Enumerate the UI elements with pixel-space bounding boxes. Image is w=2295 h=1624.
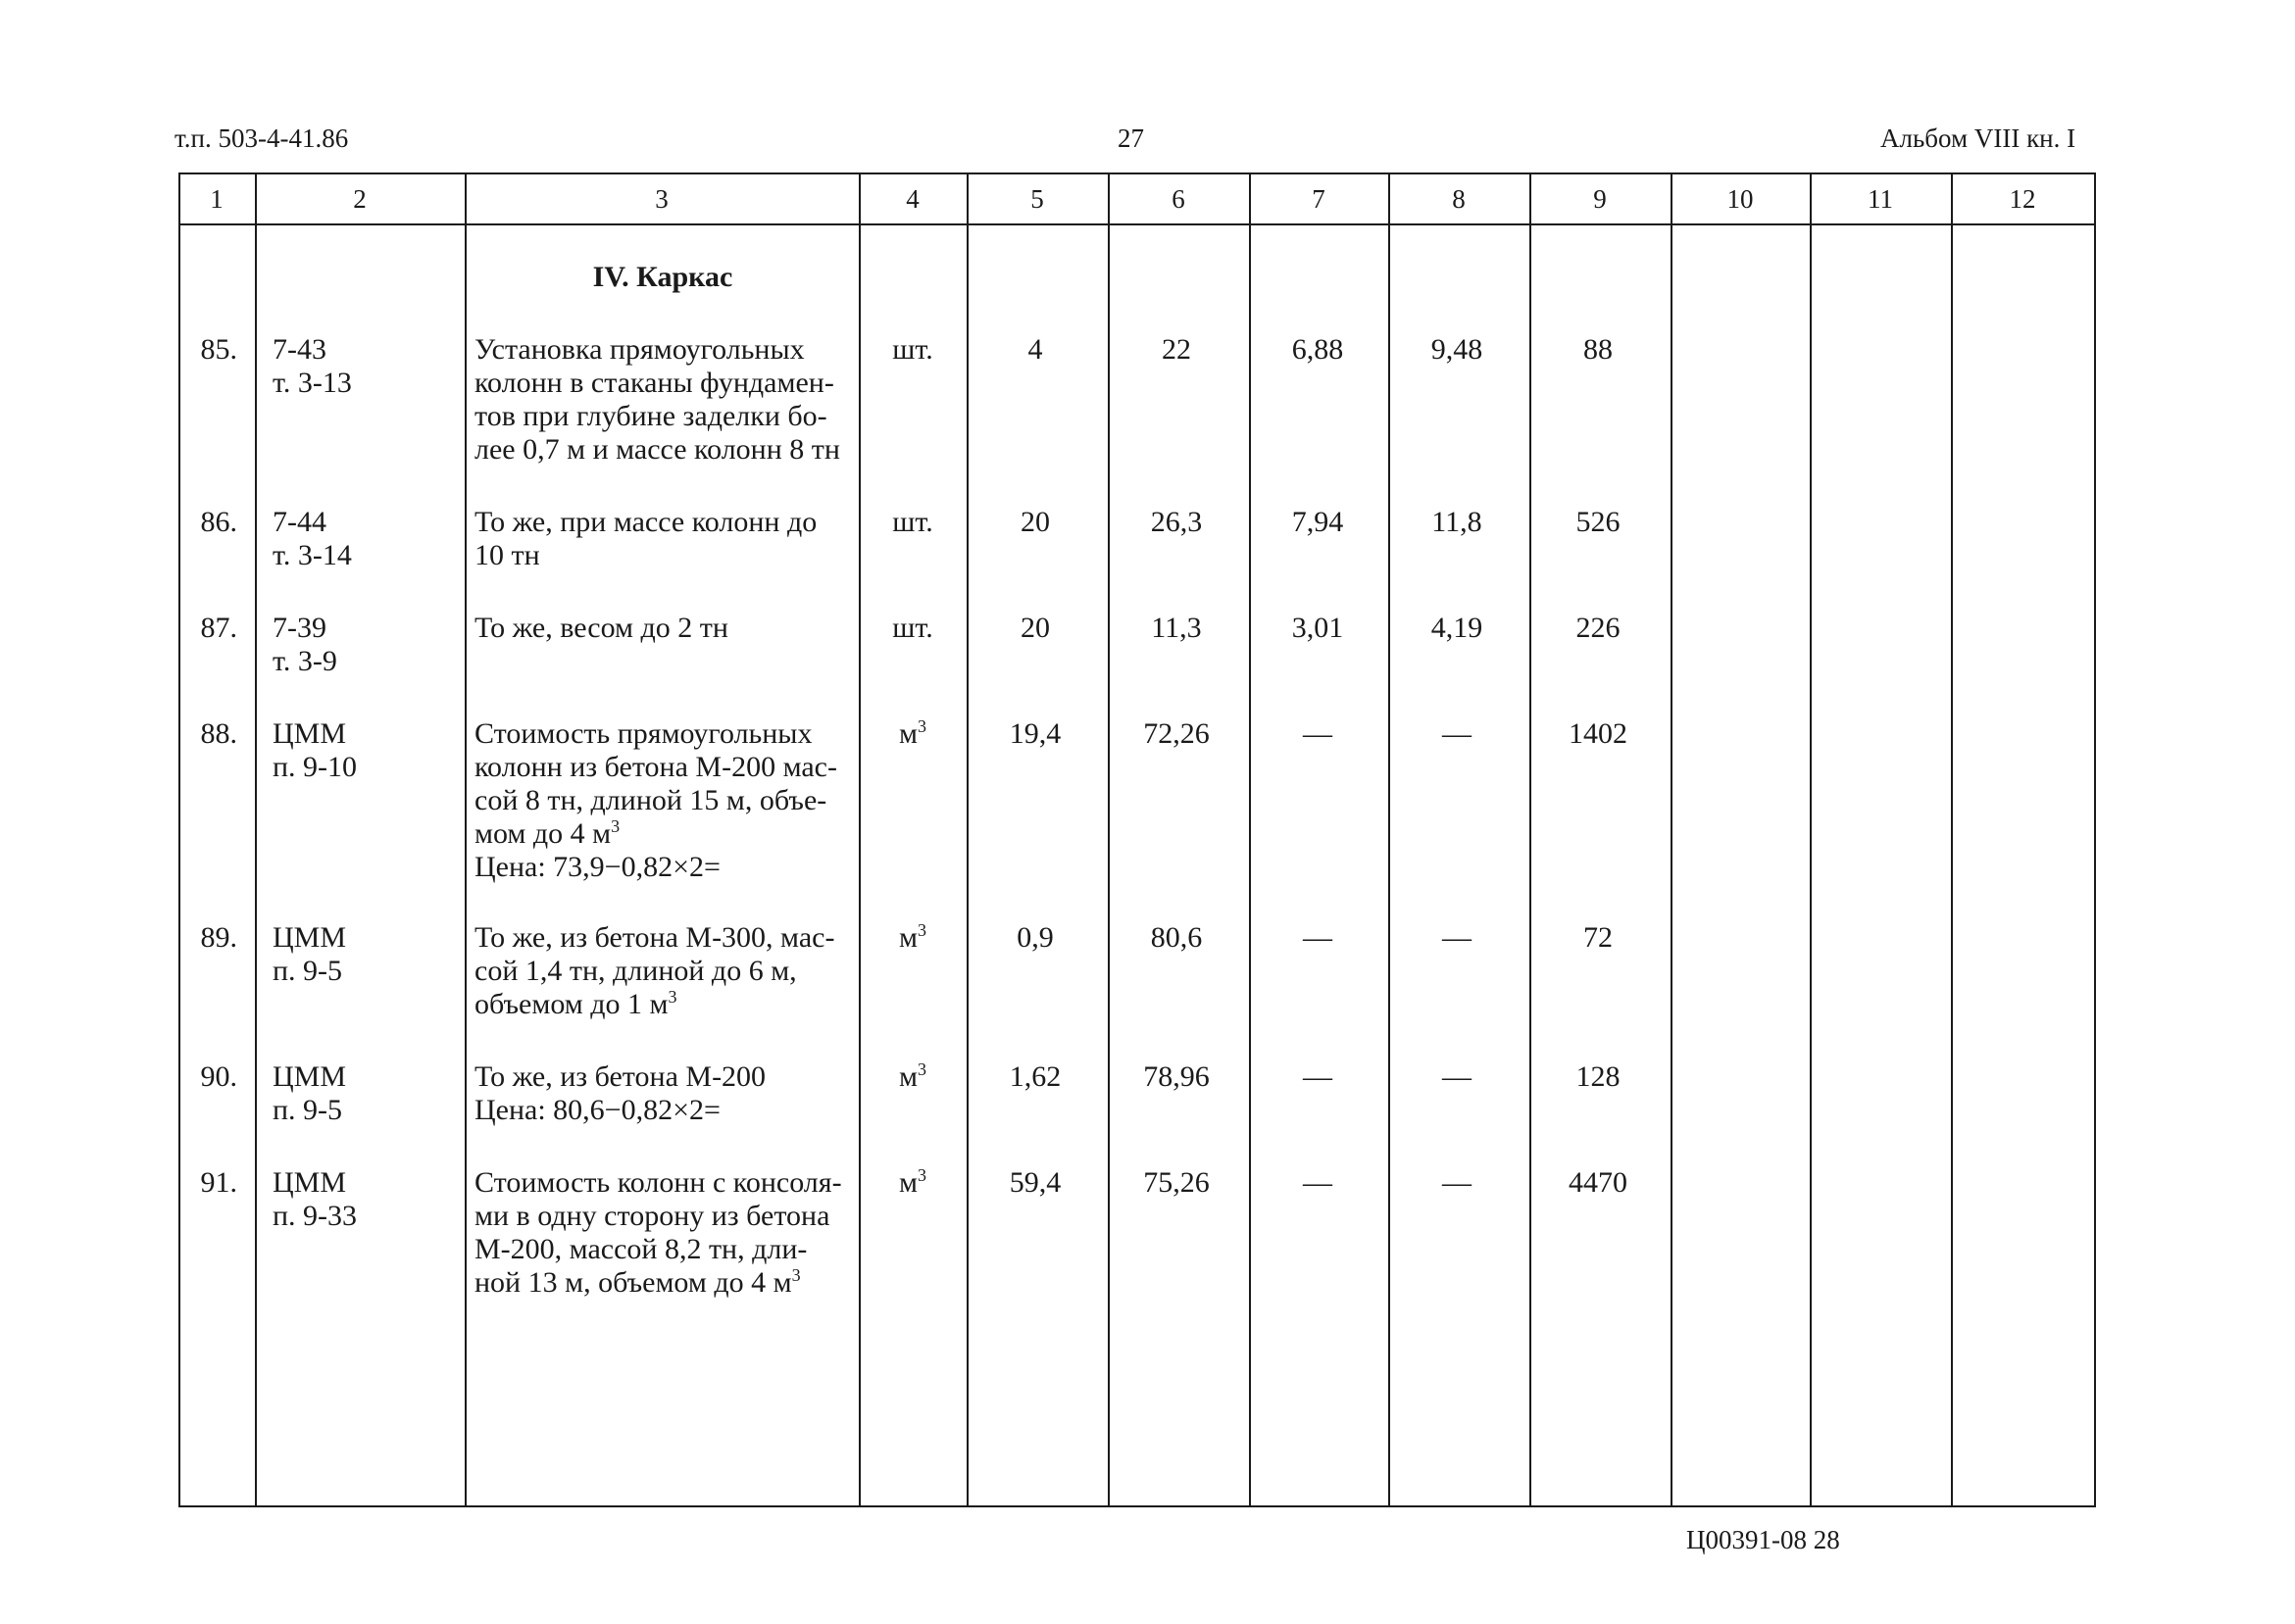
norm-reference-line: ЦММ: [273, 717, 347, 750]
column-header: 11: [1868, 184, 1893, 214]
work-description-line: объемом до 1 $м^3$: [474, 987, 677, 1020]
norm-reference-line: ЦММ: [273, 921, 347, 954]
norm-reference: [273, 506, 459, 572]
table-rule-vertical: [1108, 172, 1110, 1507]
value-col-7: 7,94: [1291, 506, 1344, 538]
work-description: [474, 333, 853, 467]
value-col-7: 3,01: [1291, 612, 1344, 644]
norm-reference: [273, 717, 459, 784]
work-description-line: ми в одну сторону из бетона: [474, 1200, 830, 1232]
work-description-line: ной 13 м, объемом до 4 $м^3$: [474, 1265, 801, 1299]
table-rule-vertical: [859, 172, 861, 1507]
unit-of-measure: $м^3$: [899, 1059, 926, 1093]
value-col-9: 128: [1575, 1060, 1621, 1093]
norm-reference: [273, 1060, 459, 1127]
row-number: 91.: [200, 1166, 237, 1199]
work-description-line: колонн из бетона М-200 мас-: [474, 751, 837, 783]
unit-of-measure: $м^3$: [899, 716, 926, 750]
work-description-line: мом до 4 $м^3$: [474, 816, 621, 850]
norm-reference-line: т. 3-14: [273, 539, 352, 571]
value-col-7: —: [1303, 921, 1332, 954]
norm-reference-line: т. 3-9: [273, 645, 337, 677]
value-col-6: 72,26: [1143, 717, 1210, 750]
work-description-line: Установка прямоугольных: [474, 333, 805, 366]
value-col-9: 226: [1575, 612, 1621, 644]
row-number: 85.: [200, 333, 237, 366]
norm-reference-line: 7-39: [273, 612, 326, 644]
unit-of-measure: $м^3$: [899, 920, 926, 954]
column-header: 10: [1726, 184, 1754, 214]
column-header: 8: [1452, 184, 1466, 214]
value-col-5: 1,62: [1009, 1060, 1062, 1093]
album-label: Альбом VIII кн. I: [1880, 123, 2076, 153]
value-col-6: 75,26: [1143, 1166, 1210, 1199]
work-description-line: То же, весом до 2 тн: [474, 612, 728, 644]
column-header: 5: [1030, 184, 1044, 214]
norm-reference: [273, 921, 459, 988]
unit-of-measure: $м^3$: [899, 1165, 926, 1199]
work-description-line: колонн в стаканы фундамен-: [474, 367, 834, 399]
value-col-8: —: [1442, 717, 1472, 750]
value-col-9: 526: [1575, 506, 1621, 538]
work-description-line: сой 8 тн, длиной 15 м, объе-: [474, 784, 827, 816]
column-header: 9: [1593, 184, 1607, 214]
value-col-7: —: [1303, 717, 1332, 750]
doc-code: т.п. 503-4-41.86: [175, 123, 349, 153]
work-description-line: Цена: 80,6−0,82×2=: [474, 1094, 721, 1126]
value-col-8: 9,48: [1430, 333, 1483, 366]
value-col-8: 11,8: [1431, 506, 1482, 538]
row-number: 88.: [200, 717, 237, 750]
norm-reference-line: т. 3-13: [273, 367, 352, 399]
table-rule-vertical: [1388, 172, 1390, 1507]
norm-reference-line: 7-43: [273, 333, 326, 366]
value-col-9: 4470: [1569, 1166, 1627, 1199]
value-col-8: —: [1442, 921, 1472, 954]
unit-of-measure: шт.: [892, 333, 933, 366]
value-col-9: 72: [1583, 921, 1613, 954]
page-number: 27: [1118, 123, 1144, 153]
work-description-line: То же, из бетона М-300, мас-: [474, 921, 835, 954]
value-col-5: 59,4: [1009, 1166, 1062, 1199]
work-description: [474, 506, 853, 572]
unit-of-measure: шт.: [892, 612, 933, 644]
value-col-5: 19,4: [1009, 717, 1062, 750]
row-number: 90.: [200, 1060, 237, 1093]
column-header: 2: [353, 184, 367, 214]
work-description-line: Стоимость колонн с консоля-: [474, 1166, 842, 1199]
table-rule-vertical: [2094, 172, 2096, 1507]
table-rule-vertical: [465, 172, 467, 1507]
norm-reference-line: п. 9-5: [273, 955, 343, 987]
column-header: 7: [1312, 184, 1325, 214]
value-col-7: —: [1303, 1166, 1332, 1199]
norm-reference-line: ЦММ: [273, 1166, 347, 1199]
value-col-9: 88: [1583, 333, 1613, 366]
norm-reference-line: 7-44: [273, 506, 326, 538]
value-col-7: —: [1303, 1060, 1332, 1093]
value-col-8: 4,19: [1430, 612, 1483, 644]
work-description-line: Стоимость прямоугольных: [474, 717, 813, 750]
table-rule-vertical: [1529, 172, 1531, 1507]
norm-reference-line: п. 9-10: [273, 751, 358, 783]
value-col-6: 80,6: [1150, 921, 1203, 954]
norm-reference-line: п. 9-33: [273, 1200, 358, 1232]
work-description-line: М-200, массой 8,2 тн, дли-: [474, 1233, 808, 1265]
value-col-6: 26,3: [1150, 506, 1203, 538]
value-col-6: 22: [1162, 333, 1191, 366]
column-header: 4: [906, 184, 920, 214]
value-col-6: 78,96: [1143, 1060, 1210, 1093]
unit-of-measure: шт.: [892, 506, 933, 538]
footer-code: Ц00391-08 28: [1686, 1525, 1840, 1554]
work-description: [474, 717, 853, 884]
column-header: 6: [1172, 184, 1185, 214]
work-description: [474, 921, 853, 1021]
value-col-8: —: [1442, 1060, 1472, 1093]
table-rule-vertical: [967, 172, 969, 1507]
work-description-line: лее 0,7 м и массе колонн 8 тн: [474, 433, 840, 466]
work-description-line: сой 1,4 тн, длиной до 6 м,: [474, 955, 797, 987]
value-col-5: 20: [1021, 612, 1050, 644]
work-description: [474, 1166, 853, 1300]
norm-reference: [273, 612, 459, 678]
work-description-line: 10 тн: [474, 539, 540, 571]
work-description-line: тов при глубине заделки бо-: [474, 400, 827, 432]
section-title: IV. Каркас: [592, 261, 733, 293]
table-rule-vertical: [1951, 172, 1953, 1507]
table-rule-vertical: [1671, 172, 1672, 1507]
value-col-5: 4: [1027, 333, 1043, 366]
norm-reference: [273, 1166, 459, 1233]
norm-reference-line: п. 9-5: [273, 1094, 343, 1126]
value-col-5: 0,9: [1017, 921, 1054, 954]
norm-reference: [273, 333, 459, 400]
row-number: 89.: [200, 921, 237, 954]
value-col-9: 1402: [1569, 717, 1627, 750]
column-header: 1: [210, 184, 224, 214]
work-description: [474, 612, 853, 645]
table-rule-vertical: [1810, 172, 1812, 1507]
row-number: 87.: [200, 612, 237, 644]
table-rule-vertical: [255, 172, 257, 1507]
table-rule-vertical: [1249, 172, 1251, 1507]
work-description-line: То же, при массе колонн до: [474, 506, 818, 538]
table-rule-vertical: [178, 172, 180, 1507]
column-header: 12: [2009, 184, 2036, 214]
norm-reference-line: ЦММ: [273, 1060, 347, 1093]
work-description-line: Цена: 73,9−0,82×2=: [474, 851, 721, 883]
work-description: [474, 1060, 853, 1127]
value-col-5: 20: [1021, 506, 1050, 538]
column-header: 3: [655, 184, 669, 214]
value-col-6: 11,3: [1151, 612, 1202, 644]
work-description-line: То же, из бетона М-200: [474, 1060, 767, 1093]
row-number: 86.: [200, 506, 237, 538]
value-col-7: 6,88: [1291, 333, 1344, 366]
value-col-8: —: [1442, 1166, 1472, 1199]
